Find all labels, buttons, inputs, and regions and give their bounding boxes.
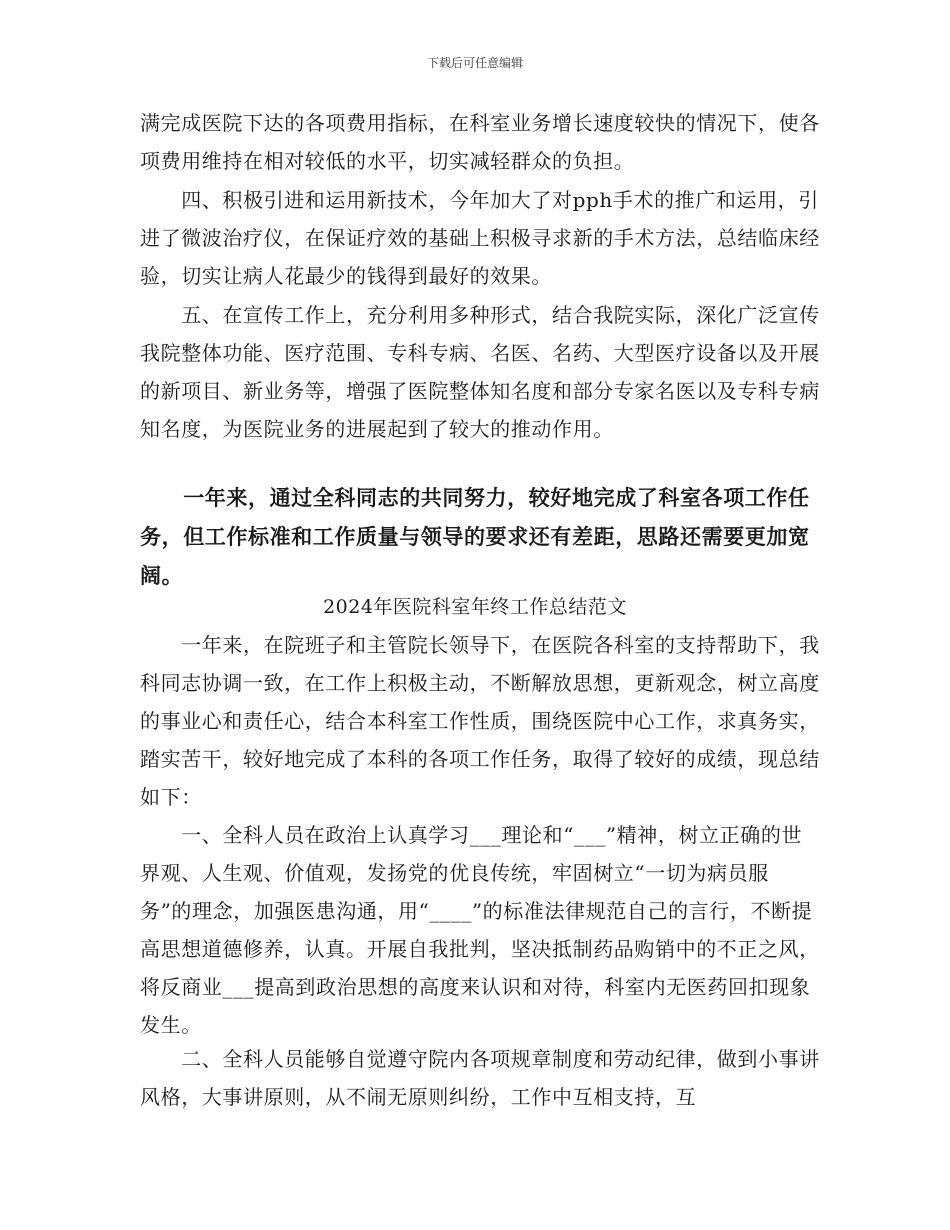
- page-header-note: 下载后可任意编辑: [426, 56, 523, 70]
- document-title: 2024年医院科室年终工作总结范文: [323, 596, 627, 618]
- paragraph-publicity: 五、在宣传工作上，充分利用多种形式，结合我院实际，深化广泛宣传我院整体功能、医疗范围、专科专病、名医、名药、大型医疗设备以及开展的新项目、新业务等，增强了医院整体知名度和部分专家名医以及专科专病知名度，为医院业务的进展起到了较大的推动作用。: [140, 303, 820, 441]
- paragraph-new-technology: 四、积极引进和运用新技术，今年加大了对pph手术的推广和运用，引进了微波治疗仪，在保证疗效的基础上积极寻求新的手术方法，总结临床经验，切实让病人花最少的钱得到最好的效果。: [140, 188, 820, 288]
- paragraph-summary-bold: 一年来，通过全科同志的共同努力，较好地完成了科室各项工作任务，但工作标准和工作质量与领导的要求还有差距，思路还需要更加宽阔。: [140, 485, 810, 588]
- paragraph-fee-control: 满完成医院下达的各项费用指标，在科室业务增长速度较快的情况下，使各项费用维持在相对较低的水平，切实减轻群众的负担。: [140, 111, 820, 173]
- paragraph-discipline: 二、全科人员能够自觉遵守院内各项规章制度和劳动纪律，做到小事讲风格，大事讲原则，从不闹无原则纠纷，工作中互相支持，互: [140, 1047, 820, 1109]
- paragraph-intro: 一年来，在院班子和主管院长领导下，在医院各科室的支持帮助下，我科同志协调一致，在工作上积极主动，不断解放思想，更新观念，树立高度的事业心和责任心，结合本科室工作性质，围绕医院中心工作，求真务实，踏实苦干，较好地完成了本科的各项工作任务，取得了较好的成绩，现总结如下：: [140, 633, 820, 809]
- paragraph-political-study: 一、全科人员在政治上认真学习___理论和“___”精神，树立正确的世界观、人生观、价值观，发扬党的优良传统，牢固树立“一切为病员服务”的理念，加强医患沟通，用“____”的标准法律规范自己的言行，不断提高思想道德修养，认真。开展自我批判，坚决抵制药品购销中的不正之风，将反商业___提高到政治思想的高度来认识和对待，科室内无医药回扣现象发生。: [140, 823, 820, 1037]
